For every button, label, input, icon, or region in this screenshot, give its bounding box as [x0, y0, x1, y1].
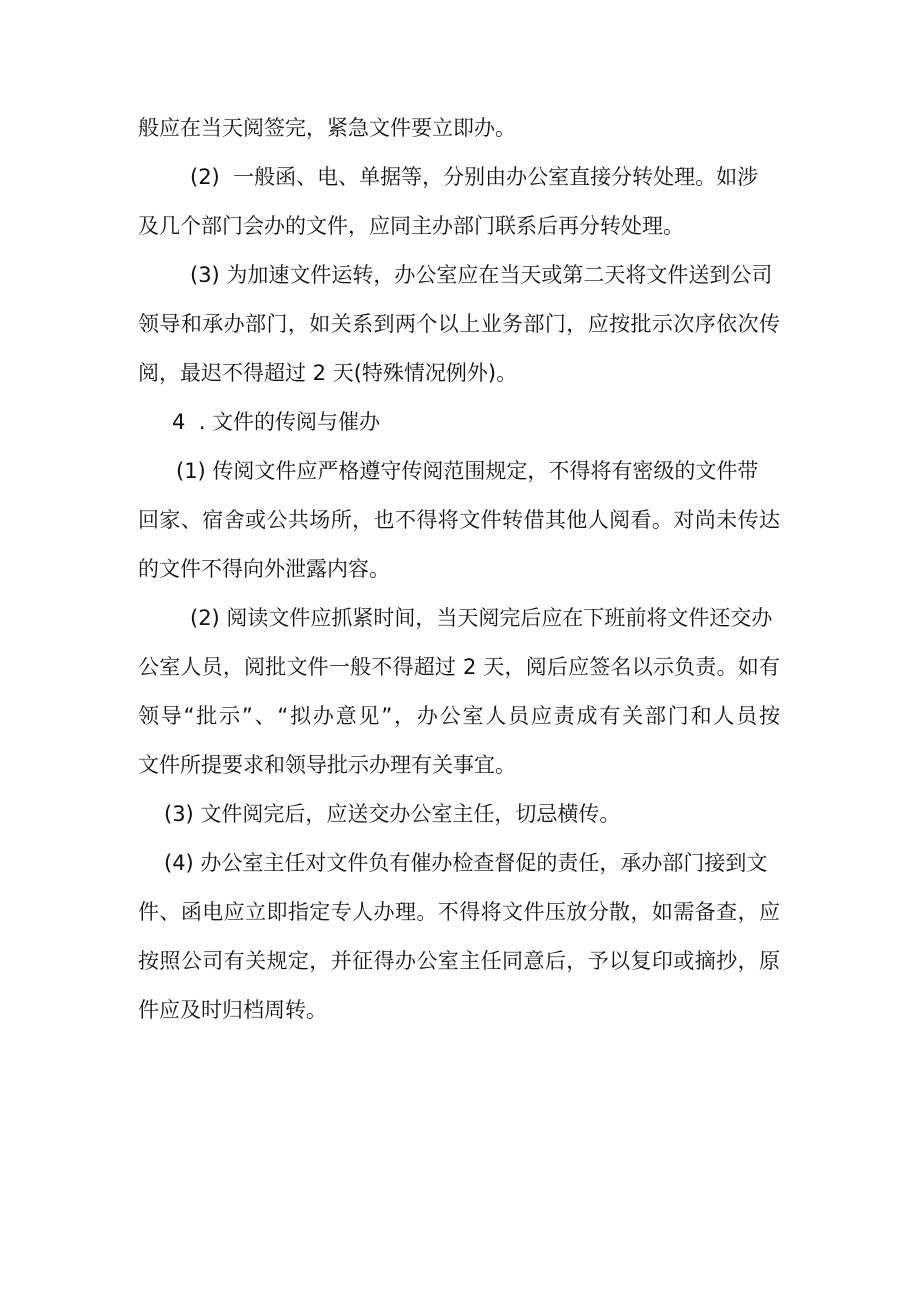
text-line: 阅，最迟不得超过 2 天(特殊情况例外)。 — [138, 361, 518, 385]
text-line: 公室人员，阅批文件一般不得超过 2 天，阅后应签名以示负责。如有 — [138, 655, 780, 679]
text-line: 般应在当天阅签完，紧急文件要立即办。 — [138, 116, 516, 140]
text-line: 文件所提要求和领导批示办理有关事宜。 — [138, 753, 516, 777]
text-line: (1) 传阅文件应严格遵守传阅范围规定，不得将有密级的文件带 — [176, 459, 759, 483]
text-line: 领导和承办部门，如关系到两个以上业务部门，应按批示次序依次传 — [138, 312, 780, 336]
text-line: 件、函电应立即指定专人办理。不得将文件压放分散，如需备查，应 — [138, 900, 780, 924]
text-line: 回家、宿舍或公共场所，也不得将文件转借其他人阅看。对尚未传达 — [138, 508, 780, 532]
text-line: 领导“批示”、“拟办意见”，办公室人员应责成有关部门和人员按 — [138, 704, 780, 728]
text-line: 按照公司有关规定，并征得办公室主任同意后，予以复印或摘抄，原 — [138, 949, 780, 973]
text-line: (3) 为加速文件运转，办公室应在当天或第二天将文件送到公司 — [190, 263, 773, 287]
text-line: 的文件不得向外泄露内容。 — [138, 557, 390, 581]
text-line: (3) 文件阅完后，应送交办公室主任，切忌横传。 — [164, 802, 621, 826]
text-line: (2) 一般函、电、单据等，分别由办公室直接分转处理。如涉 — [190, 165, 759, 189]
text-line: 件应及时归档周转。 — [138, 998, 327, 1022]
text-line: (4) 办公室主任对文件负有催办检查督促的责任，承办部门接到文 — [164, 851, 768, 875]
text-line: (2) 阅读文件应抓紧时间，当天阅完后应在下班前将文件还交办 — [190, 606, 773, 630]
section-heading: 4 . 文件的传阅与催办 — [172, 410, 381, 434]
text-line: 及几个部门会办的文件，应同主办部门联系后再分转处理。 — [138, 214, 684, 238]
